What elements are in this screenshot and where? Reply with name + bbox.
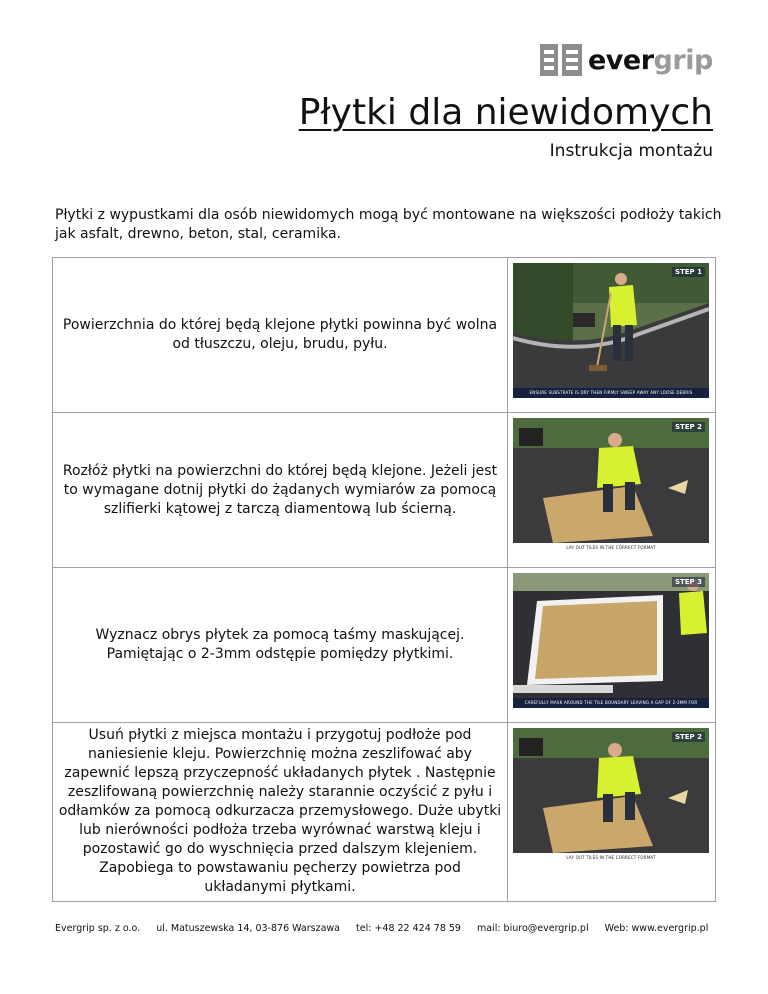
footer-email: mail: biuro@evergrip.pl bbox=[476, 922, 589, 934]
sweeping-worker-illustration bbox=[513, 263, 709, 388]
step-row bbox=[53, 723, 715, 901]
footer-company: Evergrip sp. z o.o. bbox=[55, 922, 141, 934]
step-photo bbox=[513, 573, 709, 698]
masking-tape-illustration bbox=[513, 573, 709, 698]
photo-caption: LAY OUT TILES IN THE CORRECT FORMAT bbox=[513, 853, 709, 863]
step-text: Rozłóż płytki na powierzchni do której będą klejone. Jeżeli jest to wymagane dotnij płytki do żądanych wymiarów za pomocą szlifierki kątowej z tarczą diamentową lub ścierną. bbox=[53, 413, 508, 567]
step-photo bbox=[513, 728, 709, 853]
laying-tiles-illustration bbox=[513, 728, 709, 853]
step-badge: STEP 2 bbox=[672, 732, 705, 742]
laying-tiles-illustration bbox=[513, 418, 709, 543]
page-subtitle: Instrukcja montażu bbox=[549, 141, 713, 161]
step-text: Powierzchnia do której będą klejone płytki powinna być wolna od tłuszczu, oleju, brudu, pyłu. bbox=[53, 258, 508, 412]
step-photo bbox=[513, 418, 709, 543]
step-text: Usuń płytki z miejsca montażu i przygotuj podłoże pod naniesienie kleju. Powierzchnię można zeszlifować aby zapewnić lepszą przyczepność układanych płytek . Następnie zeszlifowaną powierzchnię należy starannie oczyścić z pyłu i odłamków za pomocą odkurzacza przemysłowego. Duże ubytki lub nierówności podłoża trzeba wyrównać warstwą kleju i pozostawić go do wyschnięcia przed dalszym klejeniem. Zapobiega to powstawaniu pęcherzy powietrza pod układanymi płytkami. bbox=[53, 723, 508, 901]
page-title: Płytki dla niewidomych bbox=[298, 92, 713, 133]
step-image-cell bbox=[508, 723, 715, 901]
evergrip-logo bbox=[540, 42, 720, 78]
step-badge: STEP 2 bbox=[672, 422, 705, 432]
step-row bbox=[53, 413, 715, 568]
step-photo bbox=[513, 263, 709, 388]
step-badge: STEP 3 bbox=[672, 577, 705, 587]
step-image-cell bbox=[508, 568, 715, 722]
footer-address: ul. Matuszewska 14, 03-876 Warszawa bbox=[156, 922, 341, 934]
intro-paragraph: Płytki z wypustkami dla osób niewidomych mogą być montowane na większości podłoży takich jak asfalt, drewno, beton, stal, ceramika. bbox=[55, 207, 722, 242]
steps-table bbox=[52, 257, 716, 902]
logo-wordmark: evergrip bbox=[588, 44, 713, 76]
step-image-cell bbox=[508, 413, 715, 567]
step-row bbox=[53, 258, 715, 413]
step-badge: STEP 1 bbox=[672, 267, 705, 277]
photo-caption: CAREFULLY MASK AROUND THE TILE BOUNDARY LEAVING A GAP OF 2-3MM FOR ADHESIVE FILLET bbox=[513, 698, 709, 708]
step-text: Wyznacz obrys płytek za pomocą taśmy maskującej. Pamiętając o 2-3mm odstępie pomiędzy płytkimi. bbox=[53, 568, 508, 722]
footer bbox=[55, 918, 720, 938]
footer-phone: tel: +48 22 424 78 59 bbox=[356, 922, 461, 934]
photo-caption: ENSURE SUBSTRATE IS DRY THEN FIRMLY SWEEP AWAY ANY LOOSE DEBRIS bbox=[513, 388, 709, 398]
photo-caption: LAY OUT TILES IN THE CORRECT FORMAT bbox=[513, 543, 709, 553]
step-row bbox=[53, 568, 715, 723]
evergrip-logo-icon bbox=[540, 44, 582, 76]
footer-web: Web: www.evergrip.pl bbox=[604, 922, 709, 934]
step-image-cell bbox=[508, 258, 715, 412]
